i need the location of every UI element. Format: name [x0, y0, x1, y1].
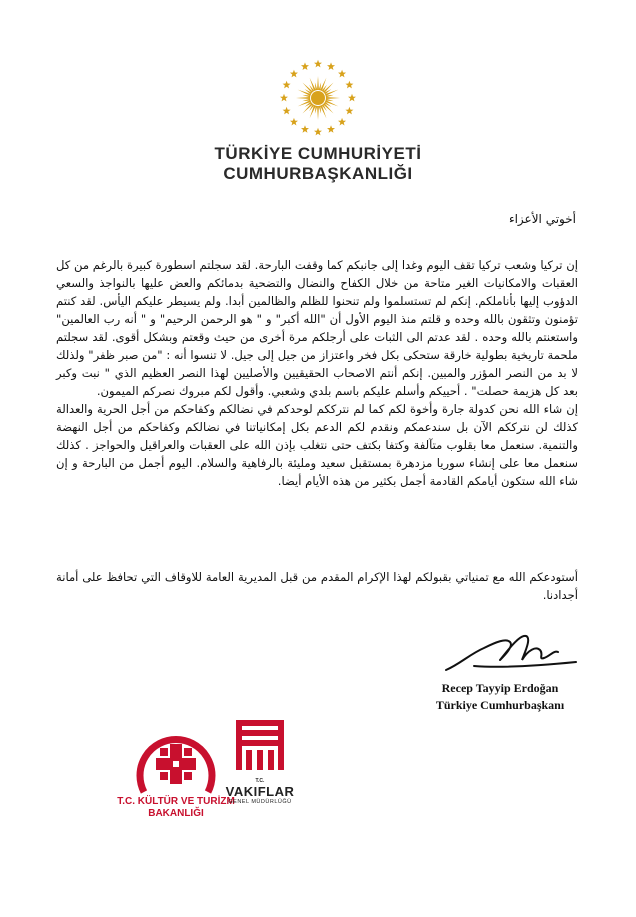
presidential-emblem-icon: [278, 58, 358, 138]
org-title-line2: CUMHURBAŞKANLIĞI: [223, 164, 413, 183]
emblem-star: [283, 81, 291, 89]
vakiflar-logo-icon: [230, 714, 290, 778]
emblem-star: [283, 107, 291, 115]
emblem-star: [314, 128, 322, 136]
emblem-sun-ray: [296, 97, 310, 99]
emblem-sun-ray: [317, 76, 319, 90]
emblem-star: [327, 62, 335, 70]
emblem-star: [345, 107, 353, 115]
vakiflar-tc-label: T.C.: [255, 778, 265, 784]
emblem-star: [345, 81, 353, 89]
emblem-star: [301, 62, 309, 70]
signer-name: Recep Tayyip Erdoğan: [441, 681, 559, 695]
letter-paragraph-2: إن شاء الله نحن كدولة جارة وأخوة لكم كما لم نترككم لوحدكم في نضالكم وكفاحكم من أجل الحرية والعدالة كذلك لن نترككم الآن بل سندعمكم ونقدم لكم الدعم بكل إمكانياتنا في نضالكم وكفاحكم من أجل النهضة والتنمية. سنعمل معا بقلوب متآلفة وكتفا بكتف حتى نتغلب بإذن الله على العقبات والعراقيل والحواجز . كذلك سنعمل معا على إنشاء سوريا مزدهرة بمستقبل سعيد ومليئة بالرفاهية والسلام. اليوم أجمل من البارحة و إن شاء الله ستكون أيامكم القادمة أجمل بكثير من هذه الأيام أيضا.: [56, 402, 578, 488]
emblem-star: [280, 94, 288, 102]
emblem-star: [338, 118, 346, 126]
emblem-star: [314, 60, 322, 68]
letter-body: [56, 256, 578, 490]
handwritten-signature: [440, 620, 580, 680]
emblem-star: [338, 70, 346, 78]
ktb-line1: T.C. KÜLTÜR VE TURİZM: [117, 796, 235, 807]
culture-tourism-ministry-logo-icon: [126, 722, 226, 806]
vakiflar-name: VAKIFLAR: [225, 784, 295, 799]
letter-greeting: أخوتي الأعزاء: [508, 212, 576, 226]
emblem-sun-ray: [317, 106, 319, 120]
emblem-star: [290, 118, 298, 126]
emblem-star: [301, 125, 309, 133]
vakiflar-subtitle: GENEL MÜDÜRLÜĞÜ: [228, 799, 292, 805]
letter-paragraph-1: إن تركيا وشعب تركيا تقف اليوم وغدا إلى جانبكم كما وقفت البارحة. لقد سجلتم اسطورة كبيرة بالرغم من كل العقبات والامكانيات الغير متاحة من خلال الكفاح والنضال والتضحية بدمائكم والعض عليها بالنواجذ والسعي الدؤوب إليها بأناملكم. إنكم لم تستسلموا ولم تنحنوا للظلم والظالمين أبدا. ولم يسيطر عليكم اليأس. لقد كنتم تؤمنون وتثقون بالله وحده و قلتم منذ اليوم الأول أن "الله أكبر" و " هو الرحمن الرحيم" و " أنه رب العالمين" واستعنتم بالله وحده . لقد عدتم الى الثبات على أرجلكم مرة أخرى من حيث وقعتم وبشكل أقوى. لقد سجلتم ملحمة تاريخية بطولية خارقة ستحكى بكل فخر واعتزاز من جيل إلى جيل. لا تنسوا أنه : "من صبر ظفر" ولذلك لا بد من النصر المؤزر والمبين. إنكم أنتم الاصحاب الحقيقيين والأصليين لهذا النصر العظيم الذي " نبت وكبر بعد كل هزيمة حصلت" . أحييكم وأسلم عليكم باسم بلدي وشعبي. وأقول لكم مبروك نصركم الميمون.: [56, 258, 578, 398]
signer-title: Türkiye Cumhurbaşkanı: [435, 698, 565, 712]
emblem-star: [290, 70, 298, 78]
emblem-star: [327, 125, 335, 133]
letter-closing: أستودعكم الله مع تمنياتي بقبولكم لهذا الإكرام المقدم من قبل المديرية العامة للاوقاف التي تحافظ على أمانة أجدادنا.: [56, 570, 578, 602]
org-title-line1: TÜRKİYE CUMHURİYETİ: [214, 144, 422, 163]
emblem-sun-ray: [326, 97, 340, 99]
emblem-star: [348, 94, 356, 102]
ktb-line2: BAKANLIĞI: [148, 808, 204, 819]
